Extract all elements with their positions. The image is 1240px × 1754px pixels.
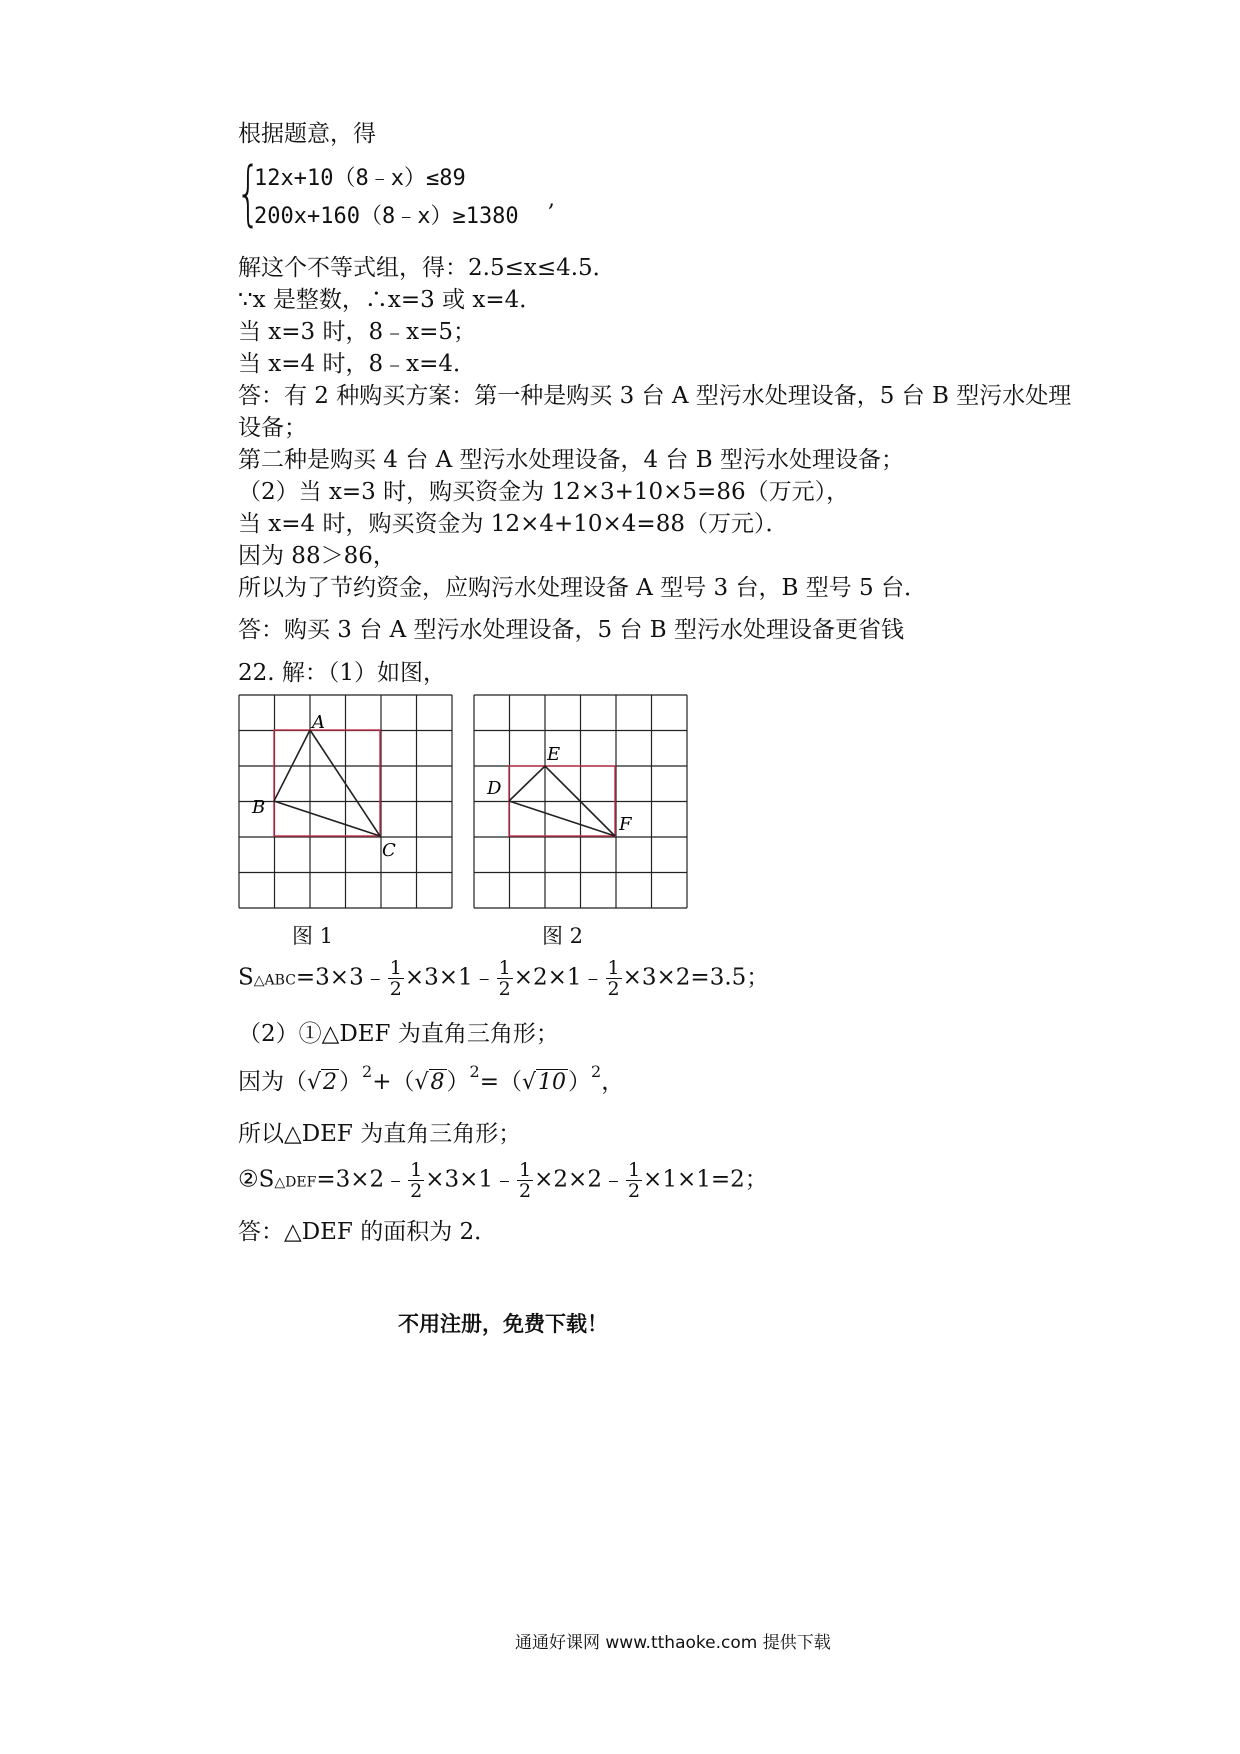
sqrt-10: √10 bbox=[522, 1070, 567, 1095]
numerator: 1 bbox=[498, 957, 511, 979]
term: ×3×2=3.5； bbox=[622, 964, 770, 991]
area-abc-formula bbox=[238, 958, 769, 999]
term: ×1×1=2； bbox=[643, 1166, 768, 1193]
figure-1-caption: 图 1 bbox=[292, 924, 334, 948]
sqrt-2: √2 bbox=[307, 1070, 338, 1095]
comma: , bbox=[548, 187, 555, 212]
text-line: （2）①△DEF 为直角三角形； bbox=[238, 1021, 559, 1047]
fraction-half bbox=[606, 958, 622, 999]
text-line: 根据题意，得 bbox=[238, 121, 376, 147]
fraction-half bbox=[497, 958, 513, 999]
pythagorean-line: 因为$(√2)^2+(√8)^2=(√10)^2$， bbox=[238, 1066, 624, 1100]
text-line: 当 x=4 时，8﹣x=4． bbox=[238, 351, 477, 377]
label-a: A bbox=[312, 712, 325, 733]
free-download-notice: 不用注册，免费下载！ bbox=[398, 1312, 608, 1336]
fraction-half bbox=[408, 1160, 424, 1201]
label-d: D bbox=[487, 778, 502, 799]
term: ×2×1﹣ bbox=[513, 964, 605, 991]
fraction-half bbox=[517, 1160, 533, 1201]
denominator: 2 bbox=[498, 978, 511, 1000]
brace: { bbox=[236, 152, 261, 234]
fraction-half bbox=[626, 1160, 642, 1201]
text-line: 当 x=4 时，购买资金为 12×4+10×4=88（万元）． bbox=[238, 511, 789, 537]
numerator: 1 bbox=[627, 1159, 641, 1181]
text-line: 所以△DEF 为直角三角形； bbox=[238, 1121, 522, 1147]
site-footer[interactable]: 通通好课网 www.tthaoke.com 提供下载 bbox=[515, 1633, 831, 1653]
fraction-half bbox=[388, 958, 404, 999]
text-line: （2）当 x=3 时，购买资金为 12×3+10×5=86（万元）， bbox=[238, 479, 850, 505]
s-symbol: ②S bbox=[238, 1166, 275, 1193]
term: =3×2﹣ bbox=[316, 1166, 408, 1193]
answer-line: 答：△DEF 的面积为 2． bbox=[238, 1219, 498, 1245]
text-line: 第二种是购买 4 台 A 型污水处理设备，4 台 B 型污水处理设备； bbox=[238, 447, 904, 473]
bounding-rect bbox=[274, 730, 380, 836]
text-line: 解这个不等式组，得：2.5≤x≤4.5． bbox=[238, 255, 616, 281]
denominator: 2 bbox=[519, 1180, 532, 1202]
label-e: E bbox=[547, 744, 561, 765]
text-line: 所以为了节约资金，应购污水处理设备 A 型号 3 台，B 型号 5 台． bbox=[238, 575, 927, 601]
text-line: 因为 88＞86， bbox=[238, 543, 396, 569]
denominator: 2 bbox=[607, 978, 620, 1000]
text-line: 答：有 2 种购买方案：第一种是购买 3 台 A 型污水处理设备，5 台 B 型污水处理 bbox=[238, 383, 1072, 409]
term: ×3×1﹣ bbox=[404, 964, 496, 991]
triangle-abc bbox=[274, 730, 380, 836]
numerator: 1 bbox=[519, 1159, 532, 1181]
text-line: 设备； bbox=[238, 415, 307, 441]
subscript: △DEF bbox=[274, 1174, 317, 1191]
inequality-system bbox=[236, 152, 566, 237]
text-line: 22. 解：（1）如图， bbox=[238, 660, 447, 686]
area-def-formula bbox=[238, 1160, 768, 1201]
grid-figure-2 bbox=[473, 694, 691, 912]
term: =3×3﹣ bbox=[295, 964, 387, 991]
term: ×2×2﹣ bbox=[534, 1166, 625, 1193]
label-f: F bbox=[619, 814, 632, 835]
term: ×3×1﹣ bbox=[425, 1166, 517, 1193]
s-symbol: S bbox=[238, 964, 254, 991]
subscript: △ABC bbox=[253, 972, 296, 989]
text-line: ∵x 是整数，∴x=3 或 x=4． bbox=[238, 287, 543, 313]
text-line: 当 x=3 时，8﹣x=5； bbox=[238, 319, 477, 345]
numerator: 1 bbox=[607, 957, 620, 979]
sqrt-8: √8 bbox=[414, 1070, 445, 1095]
text-line: 答：购买 3 台 A 型污水处理设备，5 台 B 型污水处理设备更省钱 bbox=[238, 617, 904, 643]
exponent: 2 bbox=[469, 1062, 480, 1081]
denominator: 2 bbox=[410, 1180, 423, 1202]
exponent: 2 bbox=[591, 1062, 602, 1081]
numerator: 1 bbox=[389, 957, 402, 979]
grid-figure-1 bbox=[238, 694, 456, 912]
denominator: 2 bbox=[627, 1180, 641, 1202]
denominator: 2 bbox=[389, 978, 402, 1000]
figure-2-caption: 图 2 bbox=[542, 924, 584, 948]
exponent: 2 bbox=[362, 1062, 373, 1081]
label-b: B bbox=[252, 797, 266, 818]
term: 因为（ bbox=[238, 1069, 307, 1095]
inequality-1: 12x+10（8﹣x）≤89 bbox=[254, 166, 466, 191]
inequality-2: 200x+160（8﹣x）≥1380 bbox=[254, 204, 519, 229]
label-c: C bbox=[382, 840, 396, 861]
numerator: 1 bbox=[410, 1159, 423, 1181]
